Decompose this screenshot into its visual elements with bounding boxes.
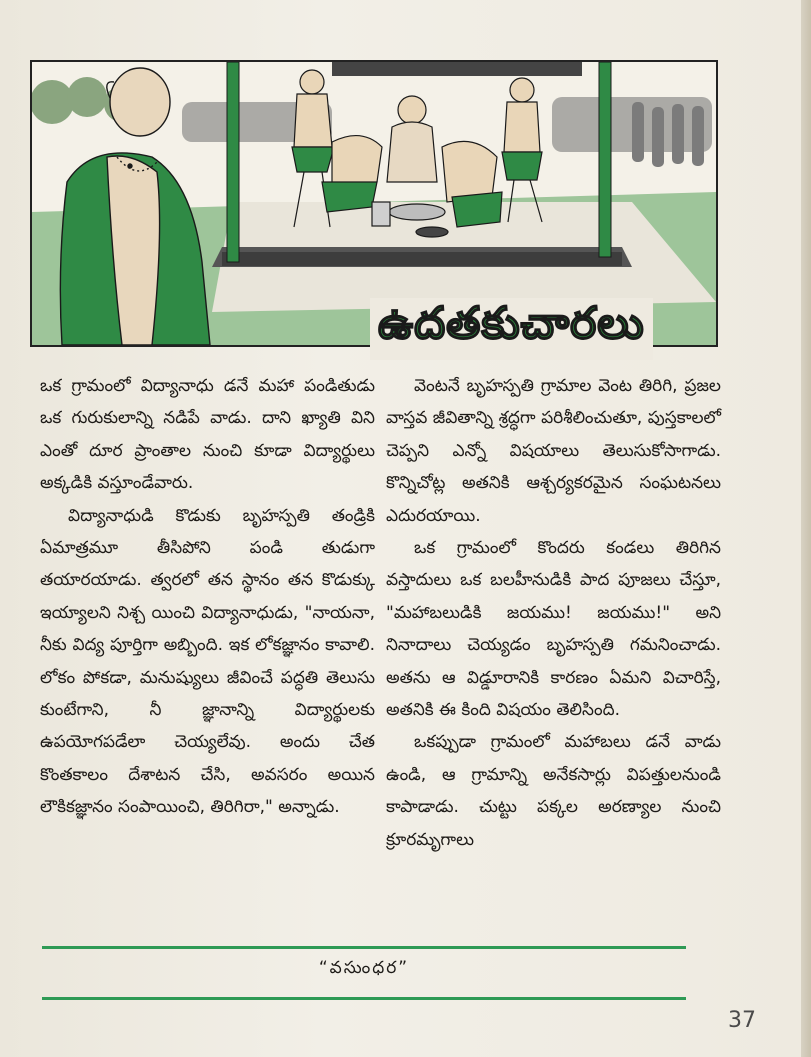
story-title: ఉదతకుచారలు bbox=[370, 298, 653, 360]
text-column-left bbox=[40, 370, 375, 824]
author-credit: “వసుంధర” bbox=[318, 958, 410, 978]
paragraph: ఒకప్పుడా గ్రామంలో మహాబలు డనే వాడు ఉండి, ఆ గ్రామాన్ని అనేకసార్లు విపత్తులనుండి కాపాడాడు. చుట్టు పక్కల అరణ్యాల నుంచి క్రూరమృగాలు bbox=[386, 732, 721, 850]
paragraph: విద్యానాధుడి కొడుకు బృహస్పతి తండ్రికి ఏమాత్రమూ తీసిపోని పండి తుడుగా తయారయాడు. త్వరలో తన స్థానం తన కొడుక్కు ఇయ్యాలని నిశ్చ యించి విద్యానాధుడు, "నాయనా, నీకు విద్య పూర్తిగా అబ్బింది. ఇక లోకజ్ఞానం కావాలి. లోకం పోకడా, మనుష్యులు జీవించే పద్ధతి తెలుసు కుంటేగాని, నీ జ్ఞానాన్ని విద్యార్థులకు ఉపయోగపడేలా చెయ్యలేవు. అందు చేత కొంతకాలం దేశాటన చేసి, అవసరం అయిన లౌకికజ్ఞానం సంపాయించి, తిరిగిరా," అన్నాడు. bbox=[40, 505, 375, 818]
page-number: 37 bbox=[728, 1008, 756, 1033]
page-spine-edge bbox=[801, 0, 811, 1057]
footer-rule-bottom bbox=[42, 997, 686, 1000]
text-column-right bbox=[386, 370, 721, 856]
paragraph: వెంటనే బృహస్పతి గ్రామాల వెంట తిరిగి, ప్రజల వాస్తవ జీవితాన్ని శ్రద్ధగా పరిశీలించుతూ, పుస్తకాలలో చెప్పని ఎన్నో విషయాలు తెలుసుకోసాగాడు. కొన్నిచోట్ల అతనికి ఆశ్చర్యకరమైన సంఘటనలు ఎదురయాయి. bbox=[386, 376, 721, 526]
footer-rule-top bbox=[42, 946, 686, 949]
paragraph: ఒక గ్రామంలో విద్యానాధు డనే మహా పండితుడు ఒక గురుకులాన్ని నడిపే వాడు. దాని ఖ్యాతి విని ఎంతో దూర ప్రాంతాల నుంచి కూడా విద్యార్థులు అక్కడికి వస్తూండేవారు. bbox=[40, 376, 375, 494]
paragraph: ఒక గ్రామంలో కొందరు కండలు తిరిగిన వస్తాదులు ఒక బలహీనుడికి పాద పూజలు చేస్తూ, "మహాబలుడికి జయము! జయము!" అని నినాదాలు చెయ్యడం బృహస్పతి గమనించాడు. అతను ఆ విడ్డూరానికి కారణం ఏమని విచారిస్తే, అతనికి ఈ కింది విషయం తెలిసింది. bbox=[386, 538, 721, 721]
